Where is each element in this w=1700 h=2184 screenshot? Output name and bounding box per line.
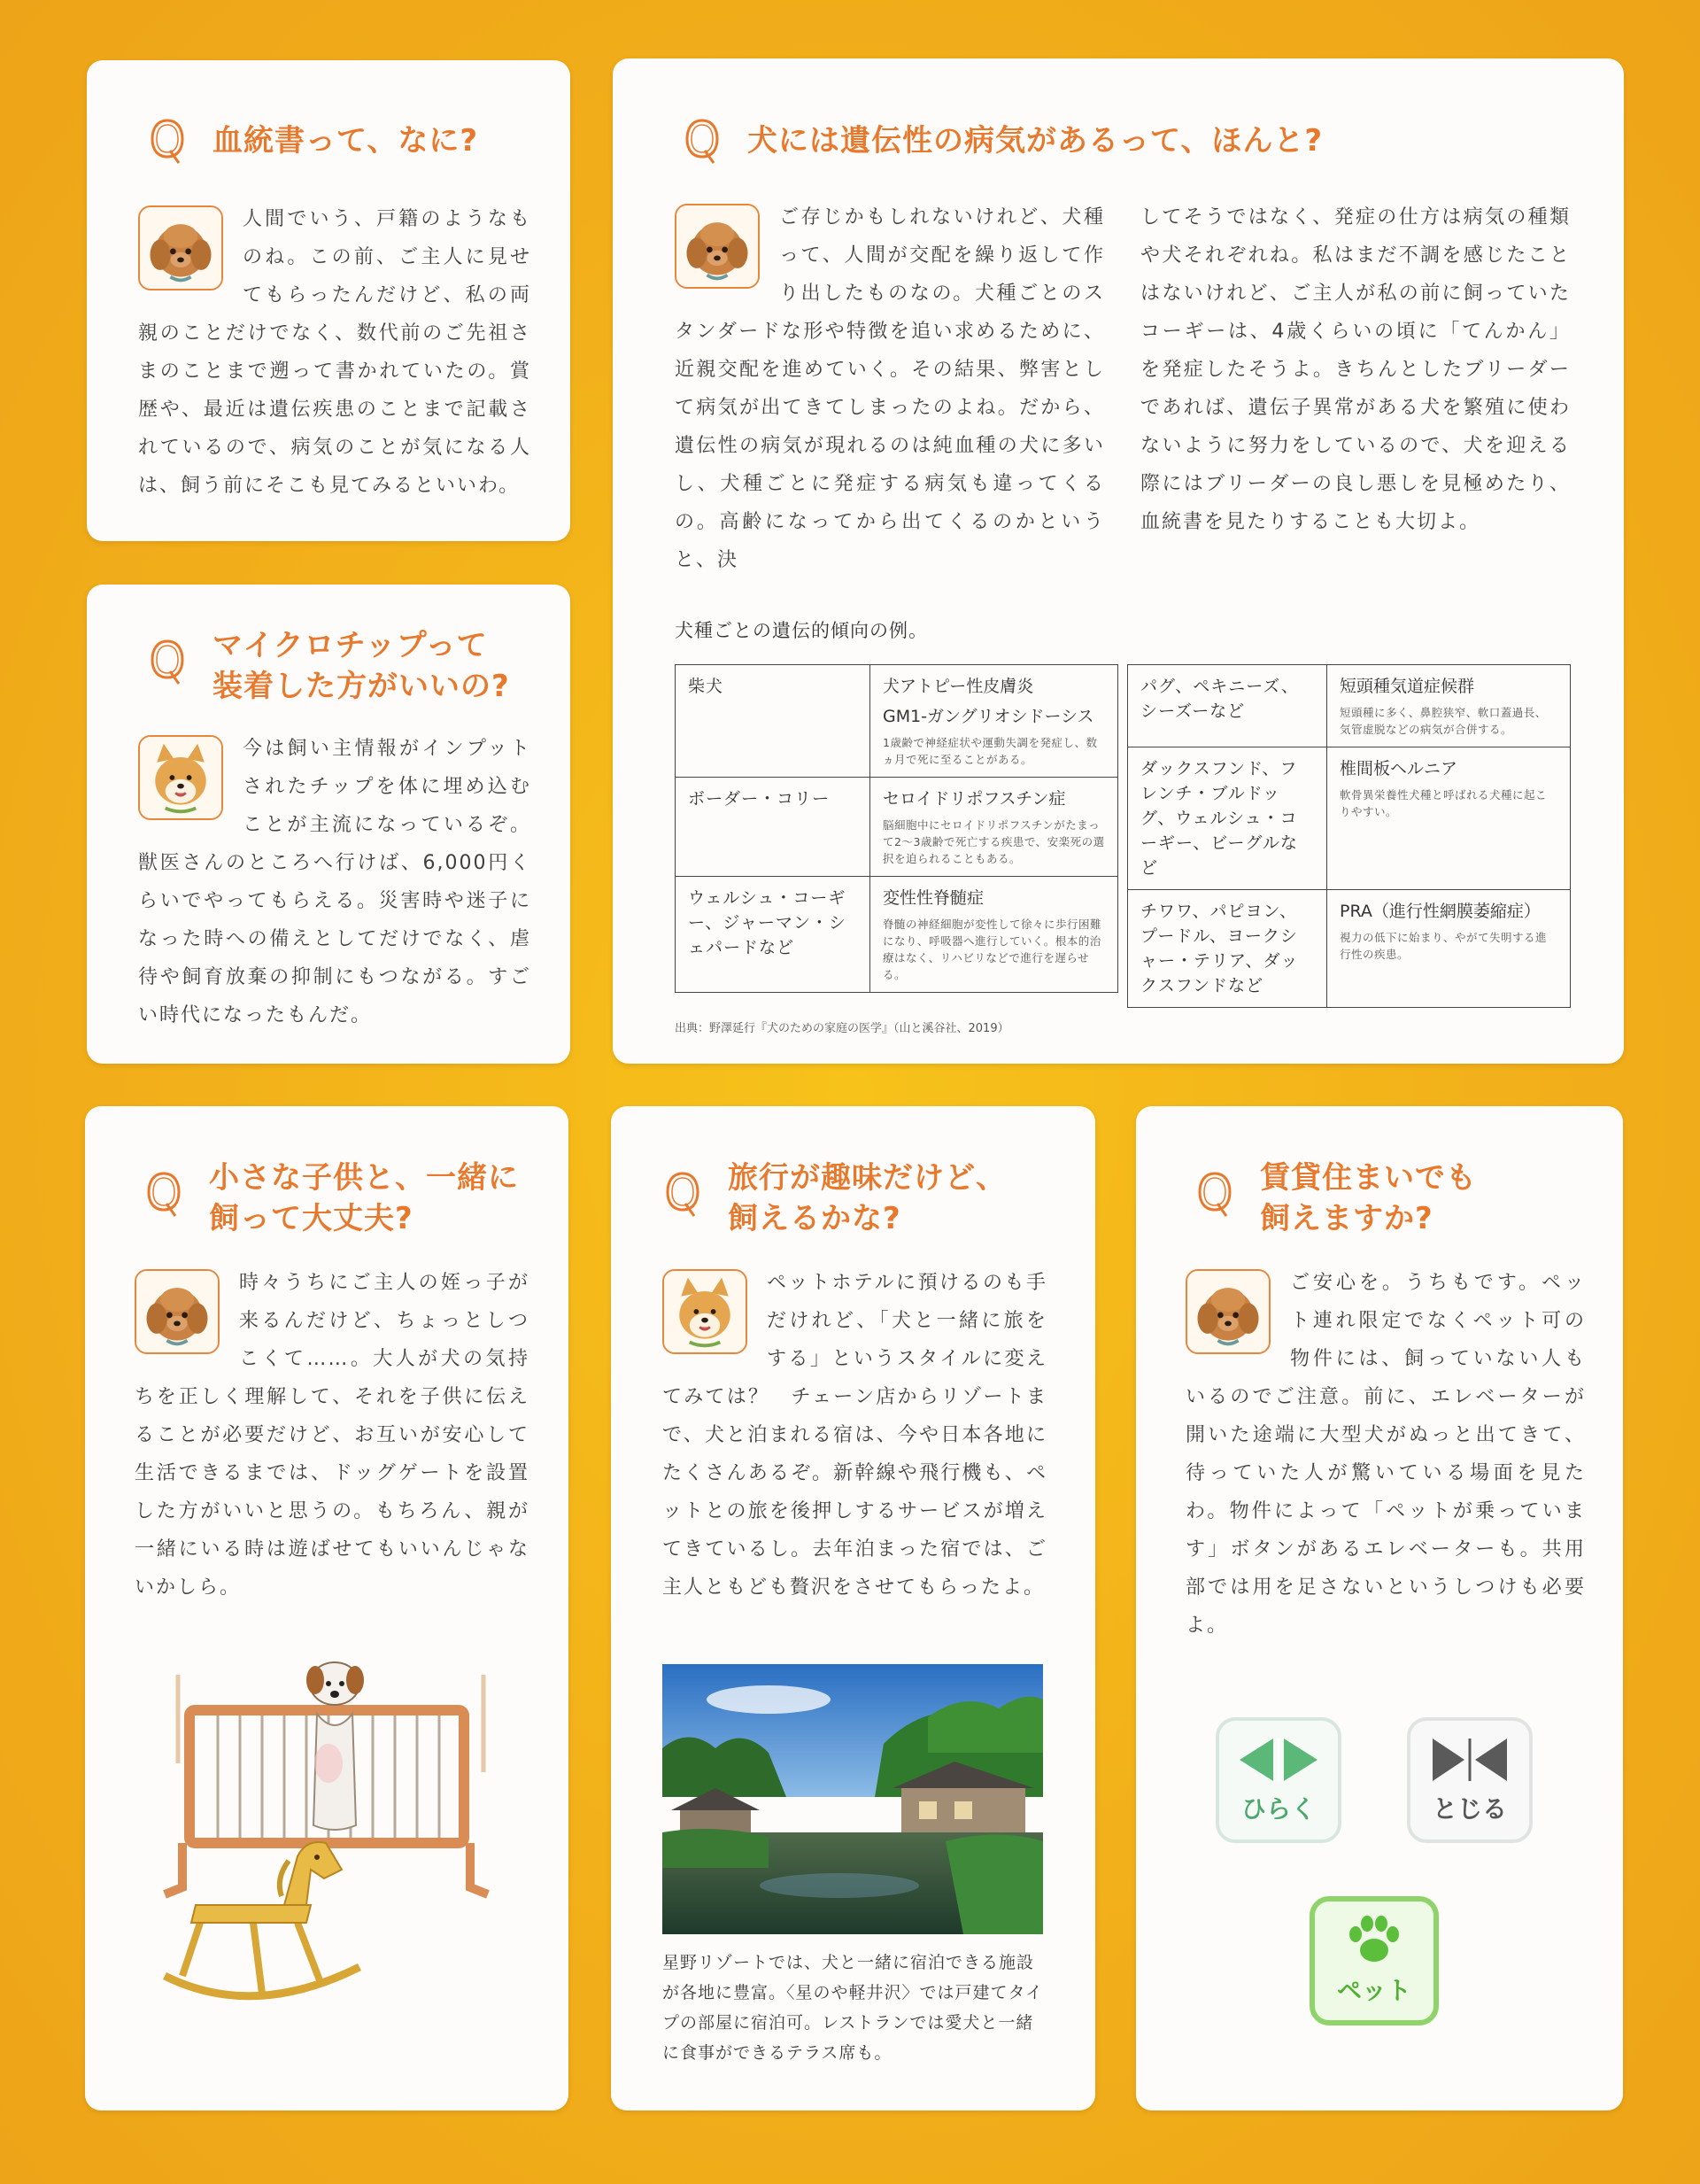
card-travel: [611, 1106, 1095, 2110]
question-header: [145, 1158, 529, 1239]
disease-note: 短頭種に多く、鼻腔狭窄、軟口蓋過長、気管虚脱などの病気が合併する。: [1340, 706, 1547, 736]
poodle-avatar-icon: [675, 204, 760, 289]
disease-cell: [1327, 747, 1571, 890]
card-hereditary: [613, 58, 1624, 1064]
table-source: 出典：野澤延行『犬のための家庭の医学』（山と溪谷社、2019）: [675, 1022, 1009, 1035]
table-row: [1128, 747, 1571, 890]
question-header: [1196, 1158, 1586, 1239]
breed-cell: パグ、ペキニーズ、シーズーなど: [1128, 665, 1327, 747]
disease-note: 脊髄の神経細胞が変性して徐々に歩行困難になり、呼吸器へ進行していく。根本的治療はなく、リハビリなどで進行を遅らせる。: [883, 918, 1102, 981]
question-header: [149, 115, 531, 165]
breed-cell: ボーダー・コリー: [676, 778, 870, 877]
question-header: [149, 625, 531, 707]
question-title: マイクロチップって 装着した方がいいの?: [212, 628, 510, 704]
shiba-avatar-icon: [138, 735, 223, 820]
disease-note: 脳細胞中にセロイドリポフスチンがたまって2〜3歳齢で死亡する疾患で、安楽死の選択を迫られることもある。: [883, 818, 1105, 865]
table-row: [676, 665, 1118, 778]
close-button: [1407, 1717, 1533, 1843]
disease-name: 変性性脊髄症: [883, 888, 985, 908]
q-mark-icon: [149, 117, 186, 165]
open-arrows-icon: [1234, 1735, 1323, 1785]
card-rental: [1136, 1106, 1623, 2110]
photo-caption: 星野リゾートでは、犬と一緒に宿泊できる施設が各地に豊富。〈星のや軽井沢〉では戸建てタイプの部屋に宿泊可。レストランでは愛犬と一緒に食事ができるテラス席も。: [662, 1953, 1044, 2063]
answer-text-right: してそうではなく、発症の仕方は病気の種類や犬それぞれね。私はまだ不調を感じたことはないけれど、ご主人が私の前に飼っていたコーギーは、4歳くらいの頃に「てんかん」を発症したそうよ。きちんとしたブリーダーであれば、遺伝子異常がある犬を繁殖に使わないように努力をしているので、犬を迎える際にはブリーダーの良し悪しを見極めたり、血統書を見たりすることも大切よ。: [1140, 206, 1571, 533]
poodle-avatar-icon: [1186, 1269, 1271, 1354]
breed-cell: ウェルシュ・コーギー、ジャーマン・シェパードなど: [676, 877, 870, 993]
breed-cell: 柴犬: [676, 665, 870, 778]
answer-text: 人間でいう、戸籍のようなものね。この前、ご主人に見せてもらったんだけど、私の両親のことだけでなく、数代前のご先祖さまのことまで遡って書かれていたの。賞歴や、最近は遺伝疾患のことまで記載されているので、病気のことが気になる人は、飼う前にそこも見てみるといいわ。: [138, 208, 531, 497]
disease-name: GM1-ガングリオシドーシス: [883, 707, 1094, 726]
close-label: とじる: [1432, 1794, 1507, 1824]
question-header: [664, 1158, 1047, 1239]
answer-text: 時々うちにご主人の姪っ子が来るんだけど、ちょっとしつこくて……。大人が犬の気持ちを正しく理解して、それを子供に伝えることが必要だけど、お互いが安心して生活できるまでは、ドッグゲートを設置した方がいいと思うの。もちろん、親が一緒にいる時は遊ばせてもいいんじゃないかしら。: [135, 1272, 529, 1599]
table-row: [1128, 890, 1571, 1008]
poodle-avatar-icon: [138, 205, 223, 290]
question-title: 小さな子供と、一緒に 飼って大丈夫?: [209, 1160, 519, 1236]
table-title: 犬種ごとの遺伝的傾向の例。: [675, 620, 928, 641]
disease-name: 椎間板ヘルニア: [1340, 759, 1458, 778]
open-label: ひらく: [1240, 1794, 1316, 1824]
table-row: [676, 778, 1118, 877]
answer-text: ご安心を。うちもです。ペット連れ限定でなくペット可の物件には、飼っていない人もいるのでご注意。前に、エレベーターが開いた途端に大型犬がぬっと出てきて、待っていた人が驚いている場面を見たわ。物件によって「ペットが乗っています」ボタンがあるエレベーターも。共用部では用を足さないというしつけも必要よ。: [1186, 1272, 1586, 1637]
disease-cell: [870, 877, 1118, 993]
answer-text: 今は飼い主情報がインプットされたチップを体に埋め込むことが主流になっているぞ。獣医さんのところへ行けば、6,000円くらいでやってもらえる。災害時や迷子になった時への備えとしてだけでなく、虐待や飼育放棄の抑制にもつながる。すごい時代になったもんだ。: [138, 738, 531, 1026]
disease-cell: [1327, 890, 1571, 1008]
open-button: [1216, 1717, 1341, 1843]
q-mark-icon: [1196, 1170, 1233, 1218]
resort-photo: [662, 1664, 1043, 1934]
genetic-table-right: [1127, 664, 1571, 1008]
disease-note: 視力の低下に始まり、やがて失明する進行性の疾患。: [1340, 931, 1548, 961]
q-mark-icon: [664, 1170, 701, 1218]
disease-name: 犬アトピー性皮膚炎: [883, 677, 1034, 696]
table-row: [676, 877, 1118, 993]
table-row: [1128, 665, 1571, 747]
pet-button: [1310, 1896, 1439, 2025]
q-mark-icon: [684, 117, 721, 165]
card-pedigree: [87, 60, 570, 541]
poodle-avatar-icon: [135, 1269, 220, 1354]
disease-name: セロイドリポフスチン症: [883, 789, 1066, 809]
answer-text-left: ご存じかもしれないけれど、犬種って、人間が交配を繰り返して作り出したものなの。犬種ごとのスタンダードな形や特徴を追い求めるために、近親交配を進めていく。その結果、弊害として病気が出てきてしまったのよね。だから、遺伝性の病気が現れるのは純血種の犬に多いし、犬種ごとに発症する病気も違ってくるの。高齢になってから出てくるのかというと、決: [675, 206, 1105, 571]
q-mark-icon: [145, 1170, 182, 1218]
genetic-table: [675, 664, 1571, 1008]
q-mark-icon: [149, 638, 186, 685]
paw-icon: [1343, 1915, 1405, 1968]
disease-name: PRA（進行性網膜萎縮症）: [1340, 902, 1541, 921]
disease-cell: [870, 778, 1118, 877]
question-title: 賃貸住まいでも 飼えますか?: [1260, 1160, 1477, 1236]
close-arrows-icon: [1426, 1735, 1514, 1785]
question-title: 犬には遺伝性の病気があるって、ほんと?: [747, 123, 1324, 159]
card-microchip: [87, 585, 570, 1064]
disease-name: 短頭種気道症候群: [1340, 677, 1475, 696]
question-title: 血統書って、なに?: [212, 123, 479, 159]
dog-gate-illustration: [129, 1657, 519, 2002]
question-title: 旅行が趣味だけど、 飼えるかな?: [728, 1160, 1007, 1236]
disease-note: 1歳齢で神経症状や運動失調を発症し、数ヵ月で死に至ることがある。: [883, 736, 1098, 766]
breed-cell: チワワ、パピヨン、プードル、ヨークシャー・テリア、ダックスフンドなど: [1128, 890, 1327, 1008]
card-children: [85, 1106, 568, 2110]
pet-label: ペット: [1336, 1976, 1411, 2005]
question-header: [684, 115, 1571, 165]
disease-note: 軟骨異栄養性犬種と呼ばれる犬種に起こりやすい。: [1340, 788, 1548, 818]
disease-cell: [1327, 665, 1571, 747]
answer-text: ペットホテルに預けるのも手だけれど、「犬と一緒に旅をする」というスタイルに変えてみては？ チェーン店からリゾートまで、犬と泊まれる宿は、今や日本各地にたくさんあるぞ。新幹線や飛行機も、ペットとの旅を後押しするサービスが増えてきているし。去年泊まった宿では、ご主人ともども贅沢をさせてもらったよ。: [662, 1272, 1047, 1599]
genetic-table-left: [675, 664, 1118, 993]
shiba-avatar-icon: [662, 1269, 747, 1354]
breed-cell: ダックスフンド、フレンチ・ブルドッグ、ウェルシュ・コーギー、ビーグルなど: [1128, 747, 1327, 890]
disease-cell: [870, 665, 1118, 778]
